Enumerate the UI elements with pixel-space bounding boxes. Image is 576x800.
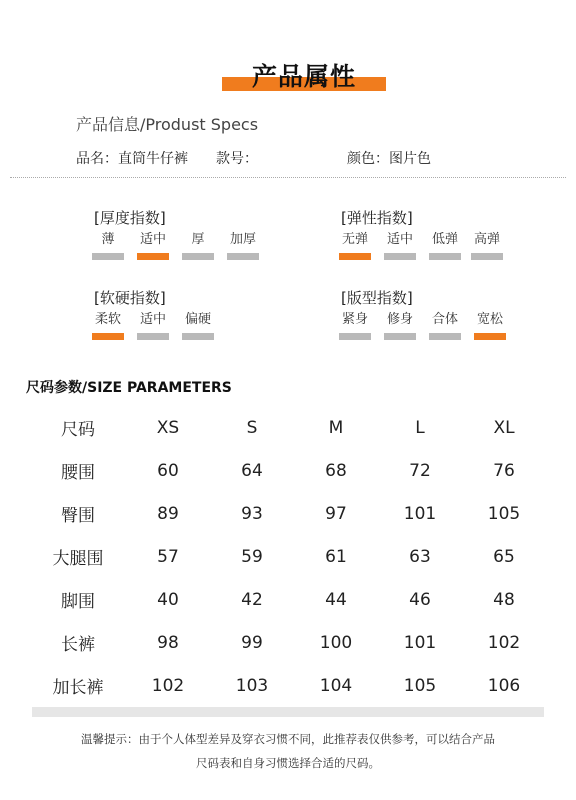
table-cell: 104 — [319, 675, 353, 696]
table-row — [30, 664, 546, 707]
table-cell: 46 — [409, 589, 431, 610]
table-cell: 93 — [241, 503, 263, 524]
table-cell: 103 — [235, 675, 269, 696]
elasticity-option: 高弹 — [467, 231, 507, 260]
indicator-bar — [474, 333, 506, 340]
thickness-index-title: [厚度指数] — [94, 209, 166, 227]
table-cell: 42 — [241, 589, 263, 610]
product-name — [76, 148, 188, 168]
fit-option: 修身 — [380, 311, 420, 340]
table-row — [30, 578, 546, 621]
thickness-option: 加厚 — [223, 231, 263, 260]
thickness-option: 薄 — [88, 231, 128, 260]
thickness-option-selected: 适中 — [133, 231, 173, 260]
size-table — [30, 406, 546, 707]
indicator-bar — [137, 253, 169, 260]
table-cell: 102 — [151, 675, 185, 696]
indicator-bar — [227, 253, 259, 260]
indicator-bar — [339, 253, 371, 260]
section-title — [222, 63, 386, 91]
elasticity-option: 低弹 — [425, 231, 465, 260]
table-bottom-band — [32, 707, 544, 717]
style-number-label: 款号： — [216, 151, 258, 167]
section-title-text: 产品属性 — [251, 62, 356, 91]
fit-index-title: [版型指数] — [341, 289, 413, 307]
table-header-cell: 尺码 — [61, 420, 95, 440]
table-cell: 102 — [487, 632, 521, 653]
table-cell: 101 — [403, 503, 437, 524]
color-value: 图片色 — [389, 151, 431, 167]
table-cell: 98 — [157, 632, 179, 653]
elasticity-option-selected: 无弹 — [335, 231, 375, 260]
table-cell: 64 — [241, 460, 263, 481]
tip-line-1: 温馨提示：由于个人体型差异及穿衣习惯不同，此推荐表仅供参考，可以结合产品 — [81, 732, 495, 746]
table-header-cell: XS — [156, 417, 180, 438]
table-cell: 97 — [325, 503, 347, 524]
row-label: 长裤 — [61, 635, 95, 655]
table-header-cell: S — [246, 417, 258, 438]
thickness-option: 厚 — [178, 231, 218, 260]
indicator-bar — [182, 333, 214, 340]
elasticity-index-title: [弹性指数] — [341, 209, 413, 227]
divider — [10, 177, 566, 178]
table-row — [30, 535, 546, 578]
indicator-bar — [92, 333, 124, 340]
row-label: 臀围 — [61, 506, 95, 526]
indicator-bar — [384, 253, 416, 260]
fit-option: 紧身 — [335, 311, 375, 340]
table-header-cell: L — [415, 417, 425, 438]
tip-line-2: 尺码表和自身习惯选择合适的尺码。 — [196, 756, 380, 770]
table-row — [30, 449, 546, 492]
table-cell: 68 — [325, 460, 347, 481]
table-cell: 59 — [241, 546, 263, 567]
indicator-bar — [339, 333, 371, 340]
table-row — [30, 492, 546, 535]
style-number — [216, 148, 258, 168]
row-label: 腰围 — [61, 463, 95, 483]
table-cell: 48 — [493, 589, 515, 610]
table-cell: 99 — [241, 632, 263, 653]
product-name-label: 品名： — [76, 151, 118, 167]
color-label: 颜色： — [347, 151, 389, 167]
specs-heading: 产品信息/Produst Specs — [76, 115, 259, 134]
table-cell: 106 — [487, 675, 521, 696]
table-cell: 76 — [493, 460, 515, 481]
row-label: 加长裤 — [52, 678, 104, 698]
elasticity-option: 适中 — [380, 231, 420, 260]
indicator-bar — [384, 333, 416, 340]
indicator-bar — [471, 253, 503, 260]
size-parameters-heading: 尺码参数/SIZE PARAMETERS — [26, 380, 232, 396]
table-cell: 40 — [157, 589, 179, 610]
fit-option: 合体 — [425, 311, 465, 340]
table-cell: 65 — [493, 546, 515, 567]
row-label: 大腿围 — [52, 549, 104, 569]
indicator-bar — [92, 253, 124, 260]
table-cell: 100 — [319, 632, 353, 653]
indicator-bar — [182, 253, 214, 260]
row-label: 脚围 — [61, 592, 95, 612]
softness-index-title: [软硬指数] — [94, 289, 166, 307]
indicator-bar — [429, 253, 461, 260]
fit-option-selected: 宽松 — [470, 311, 510, 340]
table-cell: 57 — [157, 546, 179, 567]
softness-option-selected: 柔软 — [88, 311, 128, 340]
indicator-bar — [137, 333, 169, 340]
softness-option: 适中 — [133, 311, 173, 340]
table-header-row — [30, 406, 546, 449]
table-cell: 105 — [487, 503, 521, 524]
table-cell: 44 — [325, 589, 347, 610]
table-cell: 61 — [325, 546, 347, 567]
indicator-bar — [429, 333, 461, 340]
table-cell: 89 — [157, 503, 179, 524]
table-header-cell: XL — [493, 417, 515, 438]
table-cell: 60 — [157, 460, 179, 481]
table-header-cell: M — [328, 417, 344, 438]
table-cell: 72 — [409, 460, 431, 481]
table-row — [30, 621, 546, 664]
softness-option: 偏硬 — [178, 311, 218, 340]
table-cell: 105 — [403, 675, 437, 696]
table-cell: 101 — [403, 632, 437, 653]
product-color — [347, 148, 431, 168]
table-cell: 63 — [409, 546, 431, 567]
product-name-value: 直筒牛仔裤 — [118, 151, 188, 167]
